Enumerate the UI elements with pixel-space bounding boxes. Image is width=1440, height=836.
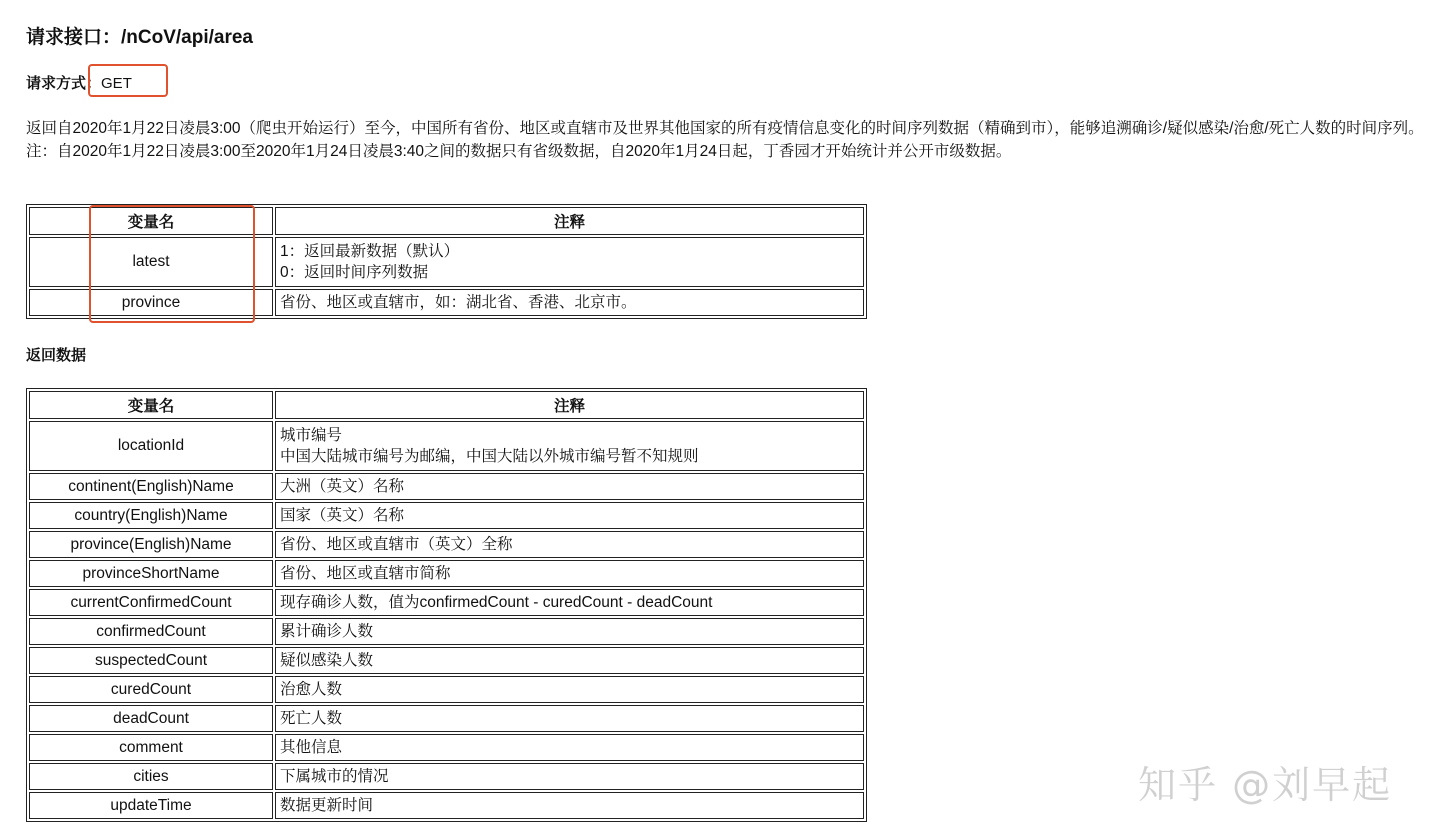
note-line: 省份、地区或直辖市，如：湖北省、香港、北京市。 [280,294,637,311]
note-line: 其他信息 [280,739,343,756]
response-section-title: 返回数据 [26,347,87,364]
page-title: 请求接口：/nCoV/api/area [26,27,253,48]
note-line: 大洲（英文）名称 [280,478,405,495]
variable-name-cell: provinceShortName [29,560,273,587]
note-line: 疑似感染人数 [280,652,374,669]
table-row [29,502,864,529]
note-line: 现存确诊人数，值为confirmedCount - curedCount - deadCount [280,594,713,611]
notes-cell [275,618,864,645]
notes-cell [275,589,864,616]
note-line: 国家（英文）名称 [280,507,405,524]
table-row [29,705,864,732]
highlight-box-params [89,205,255,323]
table-header-row [29,391,864,419]
table-row [29,560,864,587]
note-line: 下属城市的情况 [280,768,389,785]
variable-name-cell: country(English)Name [29,502,273,529]
note-line: 治愈人数 [280,681,343,698]
variable-name-cell: province(English)Name [29,531,273,558]
notes-cell [275,560,864,587]
notes-cell [275,734,864,761]
notes-cell [275,421,864,471]
notes-cell [275,792,864,819]
header-notes: 注释 [275,391,864,419]
table-row [29,763,864,790]
table-row [29,421,864,471]
variable-name-cell: confirmedCount [29,618,273,645]
variable-name-cell: province [29,289,273,316]
request-method-value: GET [101,75,132,92]
variable-name-cell: continent(English)Name [29,473,273,500]
notes-cell [275,237,864,287]
variable-name-cell: comment [29,734,273,761]
notes-cell [275,502,864,529]
response-fields-body [29,421,864,819]
note-line: 省份、地区或直辖市简称 [280,565,451,582]
note-line: 城市编号 [280,427,343,444]
note-line: 0：返回时间序列数据 [280,264,429,281]
table-row [29,618,864,645]
header-variable-name: 变量名 [29,207,273,235]
note-line: 省份、地区或直辖市（英文）全称 [280,536,513,553]
table-row [29,473,864,500]
table-row [29,647,864,674]
header-notes: 注释 [275,207,864,235]
variable-name-cell: deadCount [29,705,273,732]
request-method-label: 请求方式： [26,75,102,92]
table-row [29,734,864,761]
notes-cell [275,531,864,558]
notes-cell [275,705,864,732]
notes-cell [275,676,864,703]
variable-name-cell: curedCount [29,676,273,703]
header-variable-name: 变量名 [29,391,273,419]
variable-name-cell: updateTime [29,792,273,819]
variable-name-cell: cities [29,763,273,790]
response-fields-table [26,388,867,822]
notes-cell [275,763,864,790]
description-paragraph: 返回自2020年1月22日凌晨3:00（爬虫开始运行）至今，中国所有省份、地区或直辖市及世界其他国家的所有疫情信息变化的时间序列数据（精确到市），能够追溯确诊/疑似感染/治愈/死亡人数的时间序列。 [26,120,1424,137]
note-line: 累计确诊人数 [280,623,374,640]
note-line: 死亡人数 [280,710,343,727]
variable-name-cell: currentConfirmedCount [29,589,273,616]
table-row [29,792,864,819]
note-line: 数据更新时间 [280,797,374,814]
variable-name-cell: suspectedCount [29,647,273,674]
note-line: 1：返回最新数据（默认） [280,243,460,260]
note-line: 中国大陆城市编号为邮编，中国大陆以外城市编号暂不知规则 [280,448,699,465]
table-row [29,531,864,558]
highlight-box-method [88,64,168,97]
description-note: 注：自2020年1月22日凌晨3:00至2020年1月24日凌晨3:40之间的数据只有省级数据，自2020年1月24日起，丁香园才开始统计并公开市级数据。 [26,142,1012,160]
description [26,118,1426,163]
notes-cell [275,647,864,674]
variable-name-cell: locationId [29,421,273,471]
table-row [29,589,864,616]
variable-name-cell: latest [29,237,273,287]
table-row [29,676,864,703]
notes-cell [275,289,864,316]
notes-cell [275,473,864,500]
watermark: 知乎 @刘早起 [1138,763,1393,807]
